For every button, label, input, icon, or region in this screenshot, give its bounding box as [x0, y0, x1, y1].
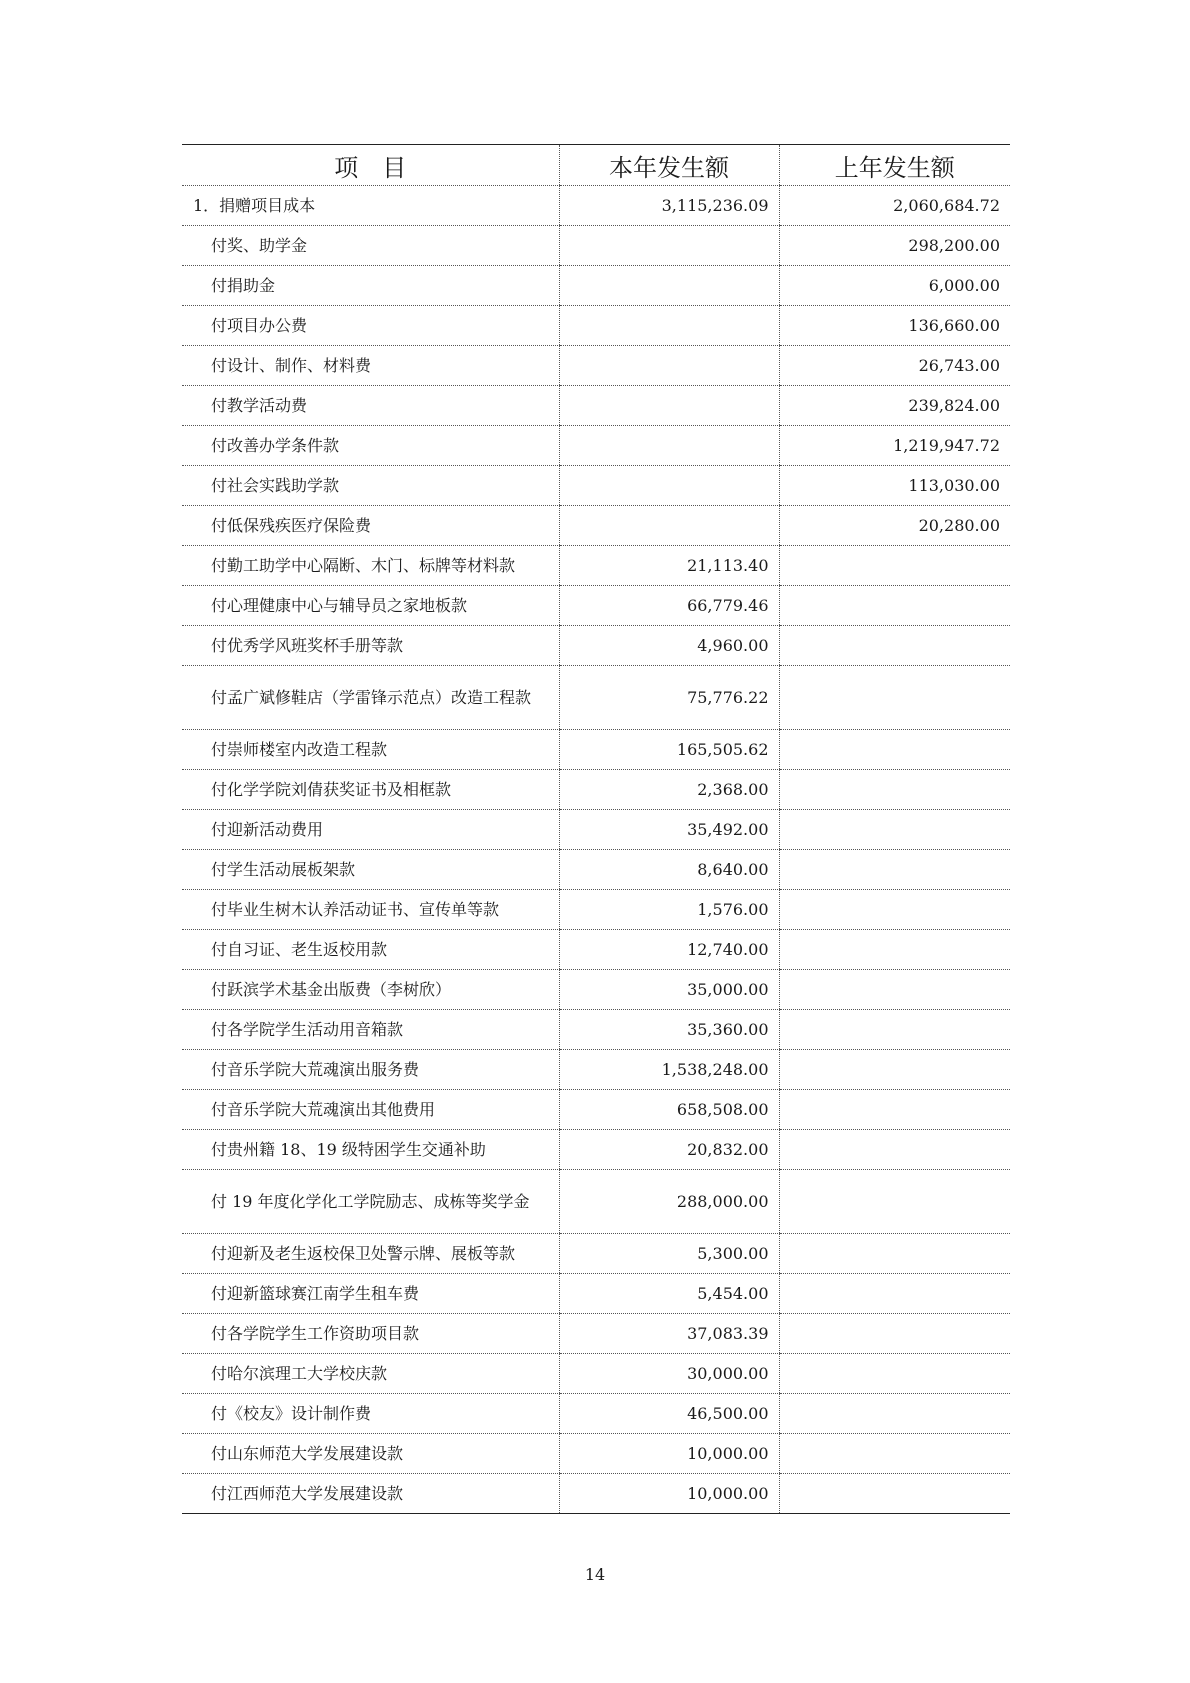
item-cell: 付化学学院刘倩获奖证书及相框款 [182, 770, 559, 810]
previous-year-cell: 26,743.00 [779, 346, 1010, 386]
previous-year-cell [779, 1354, 1010, 1394]
current-year-cell: 8,640.00 [559, 850, 779, 890]
item-cell: 付各学院学生工作资助项目款 [182, 1314, 559, 1354]
header-previous-year: 上年发生额 [779, 145, 1010, 186]
previous-year-cell [779, 1474, 1010, 1514]
table-row [182, 1434, 1010, 1474]
table-row [182, 226, 1010, 266]
table-row [182, 466, 1010, 506]
previous-year-cell: 2,060,684.72 [779, 186, 1010, 226]
previous-year-cell: 136,660.00 [779, 306, 1010, 346]
current-year-cell: 20,832.00 [559, 1130, 779, 1170]
table-row [182, 266, 1010, 306]
previous-year-cell [779, 1274, 1010, 1314]
table-row [182, 386, 1010, 426]
previous-year-cell [779, 666, 1010, 730]
table-row [182, 186, 1010, 226]
item-cell: 付迎新篮球赛江南学生租车费 [182, 1274, 559, 1314]
table-row [182, 586, 1010, 626]
current-year-cell: 4,960.00 [559, 626, 779, 666]
current-year-cell: 10,000.00 [559, 1434, 779, 1474]
current-year-cell: 46,500.00 [559, 1394, 779, 1434]
table-row [182, 1394, 1010, 1434]
current-year-cell: 1,576.00 [559, 890, 779, 930]
item-cell: 付改善办学条件款 [182, 426, 559, 466]
previous-year-cell [779, 1394, 1010, 1434]
previous-year-cell: 239,824.00 [779, 386, 1010, 426]
current-year-cell: 21,113.40 [559, 546, 779, 586]
item-cell: 付自习证、老生返校用款 [182, 930, 559, 970]
previous-year-cell: 6,000.00 [779, 266, 1010, 306]
table-row [182, 1234, 1010, 1274]
previous-year-cell: 113,030.00 [779, 466, 1010, 506]
table-row [182, 730, 1010, 770]
current-year-cell [559, 306, 779, 346]
previous-year-cell [779, 1050, 1010, 1090]
item-cell: 付设计、制作、材料费 [182, 346, 559, 386]
item-cell: 付各学院学生活动用音箱款 [182, 1010, 559, 1050]
table-row [182, 546, 1010, 586]
current-year-cell: 1,538,248.00 [559, 1050, 779, 1090]
table-row [182, 810, 1010, 850]
item-cell: 付迎新活动费用 [182, 810, 559, 850]
current-year-cell [559, 346, 779, 386]
current-year-cell: 35,000.00 [559, 970, 779, 1010]
table-row [182, 970, 1010, 1010]
item-cell: 付学生活动展板架款 [182, 850, 559, 890]
current-year-cell: 3,115,236.09 [559, 186, 779, 226]
current-year-cell: 66,779.46 [559, 586, 779, 626]
table-header-row [182, 145, 1010, 186]
previous-year-cell [779, 1170, 1010, 1234]
item-cell: 付教学活动费 [182, 386, 559, 426]
current-year-cell: 658,508.00 [559, 1090, 779, 1130]
previous-year-cell [779, 1130, 1010, 1170]
previous-year-cell [779, 1010, 1010, 1050]
table-row [182, 1170, 1010, 1234]
current-year-cell: 35,492.00 [559, 810, 779, 850]
item-cell: 付奖、助学金 [182, 226, 559, 266]
table-row [182, 506, 1010, 546]
table-row [182, 1090, 1010, 1130]
document-page [182, 144, 1010, 1514]
previous-year-cell: 298,200.00 [779, 226, 1010, 266]
current-year-cell [559, 466, 779, 506]
item-cell: 1．捐赠项目成本 [182, 186, 559, 226]
item-cell: 付社会实践助学款 [182, 466, 559, 506]
table-row [182, 890, 1010, 930]
item-cell: 付优秀学风班奖杯手册等款 [182, 626, 559, 666]
previous-year-cell [779, 546, 1010, 586]
item-cell: 付《校友》设计制作费 [182, 1394, 559, 1434]
current-year-cell: 5,454.00 [559, 1274, 779, 1314]
current-year-cell: 12,740.00 [559, 930, 779, 970]
previous-year-cell [779, 626, 1010, 666]
current-year-cell: 75,776.22 [559, 666, 779, 730]
item-cell: 付贵州籍 18、19 级特困学生交通补助 [182, 1130, 559, 1170]
table-row [182, 1274, 1010, 1314]
current-year-cell: 2,368.00 [559, 770, 779, 810]
item-cell: 付心理健康中心与辅导员之家地板款 [182, 586, 559, 626]
table-row [182, 306, 1010, 346]
page-number: 14 [584, 1565, 606, 1584]
item-cell: 付低保残疾医疗保险费 [182, 506, 559, 546]
previous-year-cell [779, 970, 1010, 1010]
item-cell: 付音乐学院大荒魂演出其他费用 [182, 1090, 559, 1130]
previous-year-cell [779, 810, 1010, 850]
previous-year-cell [779, 586, 1010, 626]
item-cell: 付哈尔滨理工大学校庆款 [182, 1354, 559, 1394]
previous-year-cell [779, 930, 1010, 970]
item-cell: 付江西师范大学发展建设款 [182, 1474, 559, 1514]
previous-year-cell: 20,280.00 [779, 506, 1010, 546]
current-year-cell: 37,083.39 [559, 1314, 779, 1354]
header-item: 项 目 [182, 145, 559, 186]
header-current-year: 本年发生额 [559, 145, 779, 186]
item-cell: 付跃滨学术基金出版费（李树欣） [182, 970, 559, 1010]
current-year-cell: 30,000.00 [559, 1354, 779, 1394]
item-cell: 付迎新及老生返校保卫处警示牌、展板等款 [182, 1234, 559, 1274]
table-row [182, 1474, 1010, 1514]
current-year-cell [559, 266, 779, 306]
table-row [182, 1050, 1010, 1090]
table-row [182, 1314, 1010, 1354]
current-year-cell: 10,000.00 [559, 1474, 779, 1514]
table-row [182, 666, 1010, 730]
previous-year-cell [779, 770, 1010, 810]
item-cell: 付孟广斌修鞋店（学雷锋示范点）改造工程款 [182, 666, 559, 730]
table-row [182, 1354, 1010, 1394]
current-year-cell [559, 506, 779, 546]
table-row [182, 1010, 1010, 1050]
table-row [182, 930, 1010, 970]
previous-year-cell [779, 730, 1010, 770]
current-year-cell: 35,360.00 [559, 1010, 779, 1050]
item-cell: 付 19 年度化学化工学院励志、成栋等奖学金 [182, 1170, 559, 1234]
item-cell: 付音乐学院大荒魂演出服务费 [182, 1050, 559, 1090]
item-cell: 付勤工助学中心隔断、木门、标牌等材料款 [182, 546, 559, 586]
current-year-cell [559, 426, 779, 466]
current-year-cell [559, 226, 779, 266]
table-row [182, 850, 1010, 890]
item-cell: 付崇师楼室内改造工程款 [182, 730, 559, 770]
expense-table [182, 144, 1010, 1514]
current-year-cell [559, 386, 779, 426]
table-row [182, 770, 1010, 810]
previous-year-cell [779, 1314, 1010, 1354]
previous-year-cell: 1,219,947.72 [779, 426, 1010, 466]
item-cell: 付捐助金 [182, 266, 559, 306]
previous-year-cell [779, 850, 1010, 890]
item-cell: 付山东师范大学发展建设款 [182, 1434, 559, 1474]
table-row [182, 426, 1010, 466]
table-row [182, 626, 1010, 666]
previous-year-cell [779, 1234, 1010, 1274]
current-year-cell: 165,505.62 [559, 730, 779, 770]
previous-year-cell [779, 890, 1010, 930]
item-cell: 付项目办公费 [182, 306, 559, 346]
current-year-cell: 288,000.00 [559, 1170, 779, 1234]
current-year-cell: 5,300.00 [559, 1234, 779, 1274]
table-row [182, 1130, 1010, 1170]
item-cell: 付毕业生树木认养活动证书、宣传单等款 [182, 890, 559, 930]
previous-year-cell [779, 1434, 1010, 1474]
previous-year-cell [779, 1090, 1010, 1130]
table-row [182, 346, 1010, 386]
